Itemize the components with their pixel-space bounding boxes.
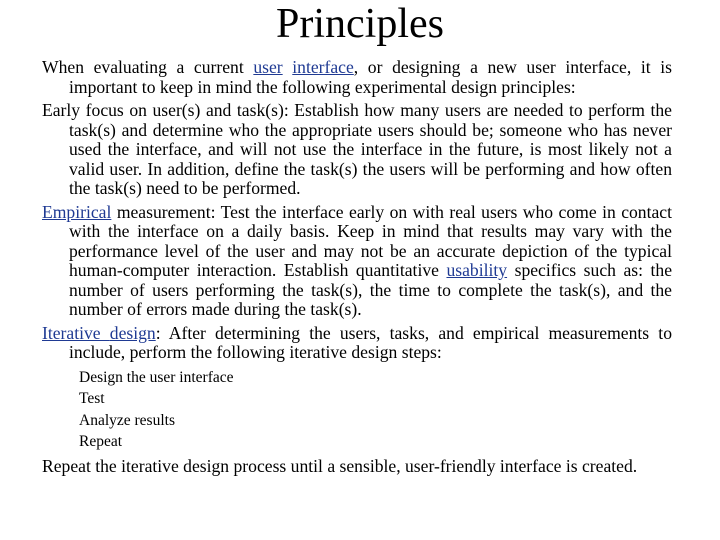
closing-paragraph: Repeat the iterative design process until a sensible, user-friendly interface is created.	[42, 455, 638, 476]
iterative-text: : After determining the users, tasks, and empirical measurements to include, perform the following iterative design steps:	[69, 322, 672, 362]
empirical-text-1: measurement: Test the interface early on with real users who come in contact with the interface on a daily basis. Keep in mind that results may vary with the performance level of the user and may not be an accurate depiction of the typical human-computer interaction. Establish quantitative	[69, 201, 672, 280]
design-link[interactable]: design	[109, 322, 156, 343]
intro-text-before: When evaluating a current	[42, 57, 254, 77]
design-step: Repeat	[79, 433, 123, 450]
intro-text-after: , or designing a new user interface, it is important to keep in mind the following experimental design principles:	[69, 57, 672, 97]
intro-space	[283, 57, 293, 77]
usability-link[interactable]: usability	[446, 260, 508, 280]
slide-body	[42, 58, 672, 480]
intro-paragraph	[42, 58, 672, 97]
early-focus-paragraph: Early focus on user(s) and task(s): Establish how many users are needed to perform the task(s) and determine who the appropriate users should be; someone who has never used the interface, and will not use the interface in the future, is most likely not a valid user. In addition, define the task(s) the users will be performing and how often the task(s) need to be performed.	[42, 100, 672, 198]
iterative-link[interactable]: Iterative	[42, 322, 110, 343]
user-link[interactable]: user	[253, 57, 283, 77]
interface-link[interactable]: interface	[292, 57, 354, 77]
iterative-paragraph	[42, 324, 672, 363]
design-step: Design the user interface	[79, 368, 234, 386]
design-step: Analyze results	[79, 411, 175, 429]
empirical-paragraph	[42, 203, 672, 320]
slide-title: Principles	[276, 1, 444, 47]
design-step: Test	[79, 390, 105, 407]
empirical-text-2: specifics such as: the number of users performing the task(s), the time to complete the task(s), and the number of errors made during the task(s).	[69, 260, 673, 319]
empirical-link[interactable]: Empirical	[42, 201, 112, 222]
design-steps-list	[79, 367, 672, 453]
